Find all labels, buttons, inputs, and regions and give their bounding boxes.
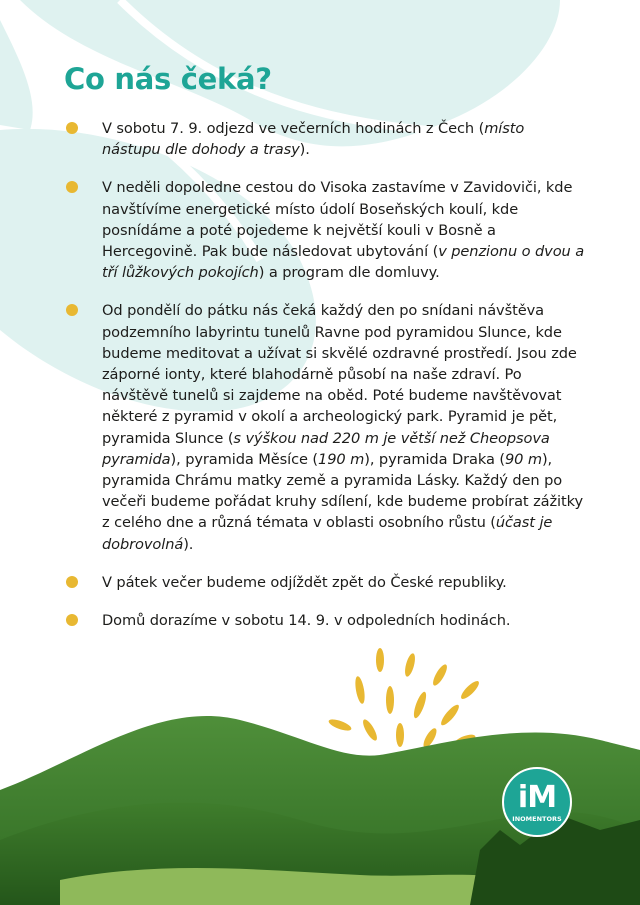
bullet-icon xyxy=(66,181,78,193)
list-item xyxy=(66,572,586,593)
text: ). xyxy=(183,535,194,553)
bullet-icon xyxy=(66,122,78,134)
list-item xyxy=(66,177,586,283)
list-item xyxy=(66,300,586,554)
text: V pátek večer budeme odjíždět zpět do České republiky. xyxy=(102,573,507,591)
text: ). xyxy=(299,141,310,159)
text: V neděli dopoledne cestou do Visoka zastavíme v Zavidoviči, kde navštívíme energetické místo údolí Boseňských koulí, kde posnídáme a poté pojedeme k největší kouli v Bosně a Hercegovině. Pak bude následovat ubytování ( xyxy=(102,179,573,261)
list-item xyxy=(66,118,586,160)
italic-text: účast je dobrovolná xyxy=(102,514,553,553)
text: ), pyramida Draka ( xyxy=(364,450,505,468)
bullet-icon xyxy=(66,614,78,626)
text: Domů dorazíme v sobotu 14. 9. v odpoledních hodinách. xyxy=(102,612,511,630)
list-item xyxy=(66,610,586,631)
logo-mark: iM xyxy=(517,780,557,815)
italic-text: 90 m xyxy=(504,450,542,468)
text: ), pyramida Měsíce ( xyxy=(170,450,319,468)
text: ) a program dle domluvy. xyxy=(258,264,440,282)
text: V sobotu 7. 9. odjezd ve večerních hodinách z Čech ( xyxy=(102,120,485,137)
italic-text: s výškou nad 220 m je větší než Cheopsova pyramida xyxy=(102,429,550,468)
bullet-icon xyxy=(66,304,78,316)
page-title: Co nás čeká? xyxy=(64,62,272,96)
italic-text: v penzionu o dvou a tří lůžkových pokojích xyxy=(102,243,585,282)
bullet-icon xyxy=(66,576,78,588)
inomentors-logo xyxy=(502,767,572,837)
sun-rays-decoration xyxy=(327,648,481,750)
text: ), pyramida Chrámu matky země a pyramida Lásky. Každý den po večeři budeme pořádat kruhy sdílení, kde budeme probírat zážitky z celého dne a různá témata v oblasti osobního růstu ( xyxy=(102,450,583,532)
logo-name: INOMENTORS xyxy=(512,815,562,823)
itinerary-list xyxy=(66,118,586,648)
text: Od pondělí do pátku nás čeká každý den po snídani návštěva podzemního labyrintu tunelů Ravne pod pyramidou Slunce, kde budeme meditovat a užívat si skvělé ozdravné prostředí. Jsou zde záporné ionty, které blahodárně působí na naše zdraví. Po návštěvě tunelů si zajdeme na oběd. Poté budeme navštěvovat některé z pyramid v okolí a archeologický park. Pyramid je pět, pyramida Slunce ( xyxy=(102,302,577,447)
italic-text: 190 m xyxy=(318,450,365,468)
italic-text: místo nástupu dle dohody a trasy xyxy=(102,120,525,159)
